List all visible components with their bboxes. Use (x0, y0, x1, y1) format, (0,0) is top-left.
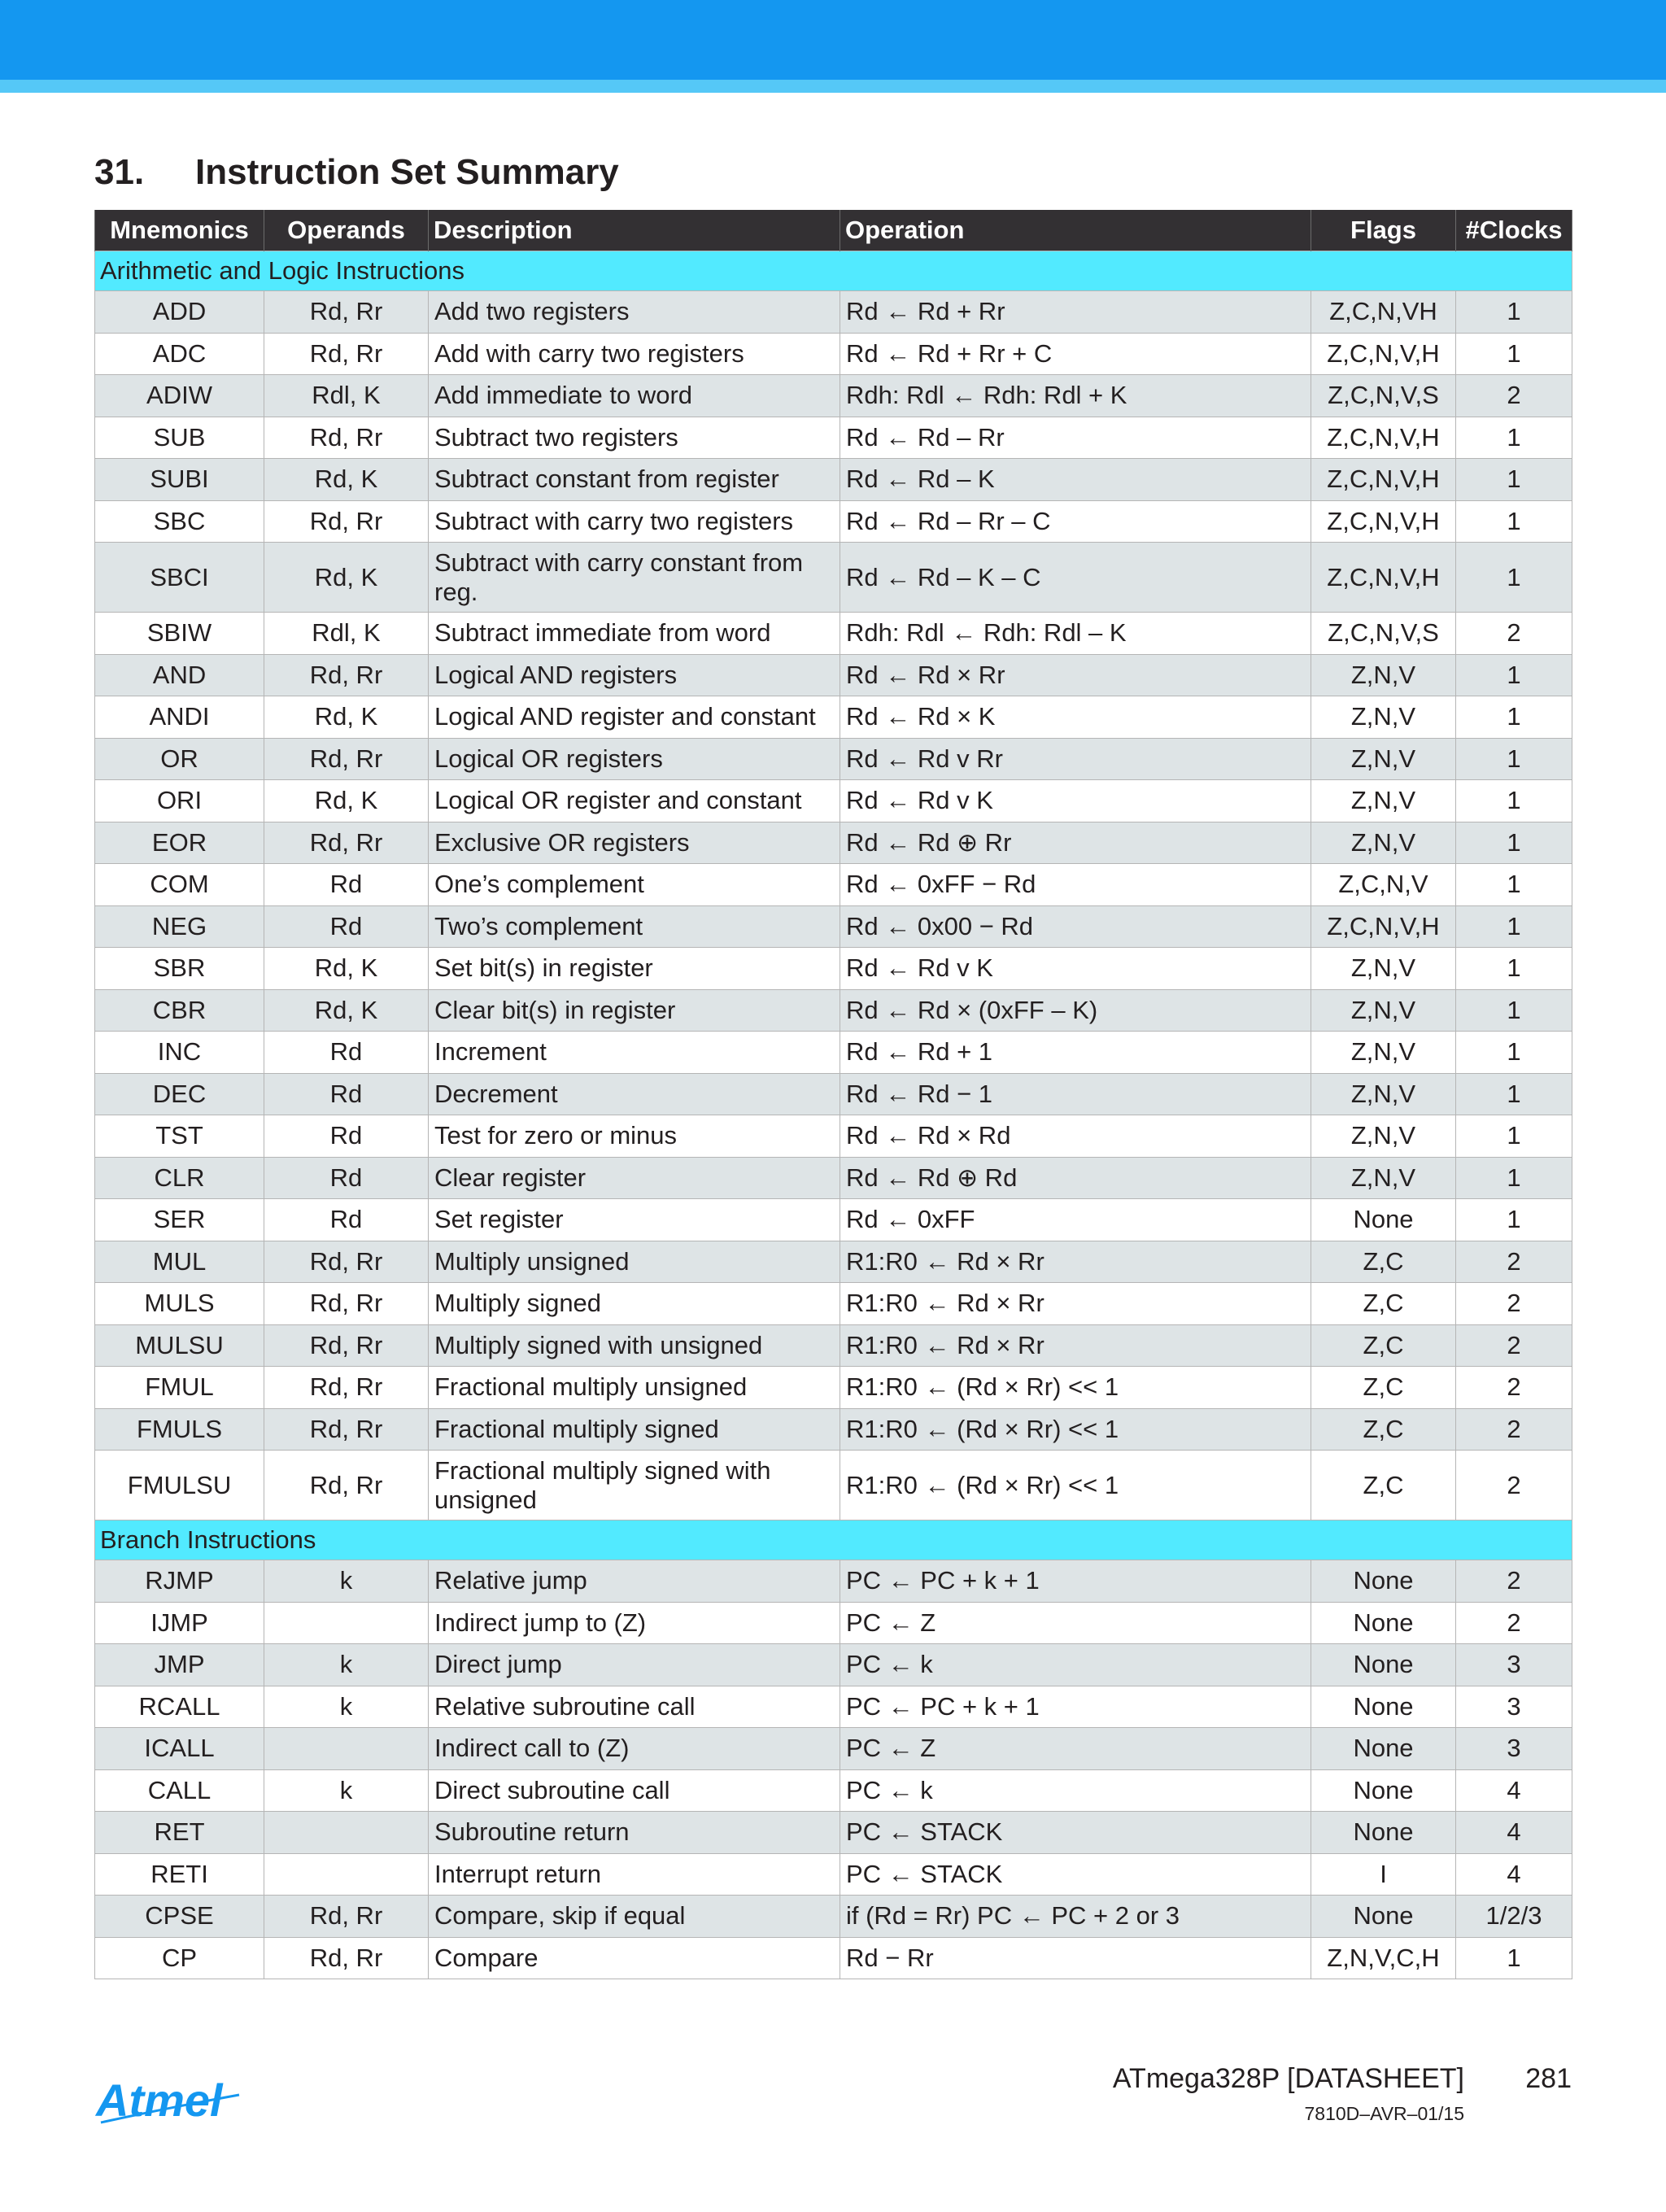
flags-cell: Z,C,N,V,H (1311, 333, 1456, 375)
section-row (95, 251, 1572, 291)
operands-cell: k (264, 1560, 429, 1603)
flags-cell: Z,N,V (1311, 1073, 1456, 1115)
clocks-cell: 1 (1456, 1157, 1572, 1199)
mnemonic-cell: SUBI (95, 459, 264, 501)
operands-cell: Rd, Rr (264, 1324, 429, 1367)
mnemonic-cell: COM (95, 864, 264, 906)
mnemonic-cell: IJMP (95, 1602, 264, 1644)
flags-cell: Z,C,N,V,S (1311, 375, 1456, 417)
operands-cell: Rd, Rr (264, 1451, 429, 1520)
flags-cell: Z,N,V (1311, 696, 1456, 739)
clocks-cell: 1 (1456, 459, 1572, 501)
flags-cell: Z,N,V (1311, 822, 1456, 864)
operands-cell: k (264, 1644, 429, 1686)
page-number: 281 (1525, 2063, 1572, 2094)
clocks-cell: 2 (1456, 1451, 1572, 1520)
operands-cell: k (264, 1686, 429, 1728)
column-header-clocks: #Clocks (1456, 210, 1572, 251)
operation-cell: R1:R0 ← Rd × Rr (840, 1283, 1311, 1325)
operation-cell: R1:R0 ← Rd × Rr (840, 1241, 1311, 1283)
table-row (95, 822, 1572, 864)
table-row (95, 1115, 1572, 1158)
table-body (95, 251, 1572, 1979)
flags-cell: None (1311, 1812, 1456, 1854)
description-cell: Direct jump (429, 1644, 840, 1686)
table-row (95, 1602, 1572, 1644)
clocks-cell: 1 (1456, 696, 1572, 739)
description-cell: Compare (429, 1937, 840, 1979)
table-row (95, 1199, 1572, 1241)
description-cell: Subtract immediate from word (429, 613, 840, 655)
table-row (95, 905, 1572, 948)
table-row (95, 613, 1572, 655)
mnemonic-cell: SBC (95, 500, 264, 543)
column-header-description: Description (429, 210, 840, 251)
flags-cell: Z,N,V (1311, 780, 1456, 822)
flags-cell: I (1311, 1853, 1456, 1896)
instruction-table (94, 210, 1572, 1979)
clocks-cell: 1 (1456, 1115, 1572, 1158)
mnemonic-cell: ORI (95, 780, 264, 822)
clocks-cell: 3 (1456, 1644, 1572, 1686)
flags-cell: Z,C,N,V,H (1311, 905, 1456, 948)
operands-cell: Rd, Rr (264, 291, 429, 334)
section-title-cell: Branch Instructions (95, 1520, 1572, 1560)
operands-cell: Rd (264, 1157, 429, 1199)
mnemonic-cell: MULSU (95, 1324, 264, 1367)
mnemonic-cell: TST (95, 1115, 264, 1158)
operands-cell (264, 1602, 429, 1644)
flags-cell: Z,C,N,V,H (1311, 500, 1456, 543)
table-row (95, 1853, 1572, 1896)
clocks-cell: 1 (1456, 291, 1572, 334)
clocks-cell: 1 (1456, 500, 1572, 543)
clocks-cell: 2 (1456, 1560, 1572, 1603)
description-cell: Relative subroutine call (429, 1686, 840, 1728)
clocks-cell: 2 (1456, 1241, 1572, 1283)
section-title: Instruction Set Summary (195, 152, 619, 192)
mnemonic-cell: ADC (95, 333, 264, 375)
operation-cell: Rd ← Rd – K – C (840, 543, 1311, 613)
mnemonic-cell: ANDI (95, 696, 264, 739)
operation-cell: Rd ← Rd – K (840, 459, 1311, 501)
table-row (95, 291, 1572, 334)
mnemonic-cell: RETI (95, 1853, 264, 1896)
flags-cell: Z,N,V (1311, 738, 1456, 780)
description-cell: Multiply signed (429, 1283, 840, 1325)
clocks-cell: 4 (1456, 1853, 1572, 1896)
flags-cell: Z,C,N,V,H (1311, 459, 1456, 501)
mnemonic-cell: JMP (95, 1644, 264, 1686)
operation-cell: R1:R0 ← Rd × Rr (840, 1324, 1311, 1367)
footer-title: ATmega328P [DATASHEET] (1112, 2063, 1464, 2094)
flags-cell: Z,N,V (1311, 1157, 1456, 1199)
description-cell: Exclusive OR registers (429, 822, 840, 864)
description-cell: Subtract two registers (429, 417, 840, 459)
flags-cell: None (1311, 1769, 1456, 1812)
table-row (95, 1560, 1572, 1603)
operation-cell: PC ← STACK (840, 1853, 1311, 1896)
clocks-cell: 1 (1456, 780, 1572, 822)
operation-cell: R1:R0 ← (Rd × Rr) << 1 (840, 1367, 1311, 1409)
column-header-operands: Operands (264, 210, 429, 251)
operation-cell: PC ← k (840, 1644, 1311, 1686)
mnemonic-cell: RCALL (95, 1686, 264, 1728)
clocks-cell: 1 (1456, 1073, 1572, 1115)
mnemonic-cell: CALL (95, 1769, 264, 1812)
mnemonic-cell: RJMP (95, 1560, 264, 1603)
table-row (95, 1728, 1572, 1770)
description-cell: Logical OR register and constant (429, 780, 840, 822)
operation-cell: PC ← STACK (840, 1812, 1311, 1854)
operation-cell: Rd ← Rd × Rr (840, 654, 1311, 696)
description-cell: Logical AND register and constant (429, 696, 840, 739)
flags-cell: None (1311, 1728, 1456, 1770)
operands-cell: Rd, Rr (264, 417, 429, 459)
operation-cell: Rdh: Rdl ← Rdh: Rdl + K (840, 375, 1311, 417)
flags-cell: Z,C (1311, 1408, 1456, 1451)
operation-cell: PC ← Z (840, 1728, 1311, 1770)
flags-cell: Z,C,N,V (1311, 864, 1456, 906)
operation-cell: Rd ← 0xFF (840, 1199, 1311, 1241)
operands-cell: Rd (264, 1115, 429, 1158)
clocks-cell: 2 (1456, 1324, 1572, 1367)
table-row (95, 1283, 1572, 1325)
operands-cell: Rd, Rr (264, 1408, 429, 1451)
mnemonic-cell: FMUL (95, 1367, 264, 1409)
operation-cell: Rd ← Rd v K (840, 948, 1311, 990)
description-cell: Clear bit(s) in register (429, 989, 840, 1032)
flags-cell: Z,C (1311, 1451, 1456, 1520)
operands-cell: Rd, Rr (264, 738, 429, 780)
document-number: 7810D–AVR–01/15 (1304, 2103, 1464, 2124)
operation-cell: PC ← PC + k + 1 (840, 1686, 1311, 1728)
table-row (95, 333, 1572, 375)
description-cell: Compare, skip if equal (429, 1896, 840, 1938)
table-row (95, 375, 1572, 417)
mnemonic-cell: NEG (95, 905, 264, 948)
section-heading (94, 148, 619, 197)
operation-cell: PC ← Z (840, 1602, 1311, 1644)
description-cell: Multiply signed with unsigned (429, 1324, 840, 1367)
description-cell: Subtract constant from register (429, 459, 840, 501)
operands-cell: Rd, Rr (264, 500, 429, 543)
table-row (95, 738, 1572, 780)
mnemonic-cell: CLR (95, 1157, 264, 1199)
description-cell: Add with carry two registers (429, 333, 840, 375)
table-row (95, 1686, 1572, 1728)
mnemonic-cell: ADD (95, 291, 264, 334)
flags-cell: Z,C,N,VH (1311, 291, 1456, 334)
clocks-cell: 2 (1456, 375, 1572, 417)
operands-cell: Rd, Rr (264, 1241, 429, 1283)
operands-cell: Rdl, K (264, 375, 429, 417)
description-cell: Set register (429, 1199, 840, 1241)
flags-cell: Z,N,V (1311, 654, 1456, 696)
description-cell: Indirect jump to (Z) (429, 1602, 840, 1644)
description-cell: Fractional multiply unsigned (429, 1367, 840, 1409)
operands-cell: Rd (264, 1199, 429, 1241)
description-cell: Relative jump (429, 1560, 840, 1603)
description-cell: One’s complement (429, 864, 840, 906)
operation-cell: PC ← PC + k + 1 (840, 1560, 1311, 1603)
column-header-operation: Operation (840, 210, 1311, 251)
clocks-cell: 2 (1456, 1602, 1572, 1644)
operands-cell (264, 1812, 429, 1854)
operands-cell: Rd (264, 1073, 429, 1115)
flags-cell: Z,C (1311, 1324, 1456, 1367)
clocks-cell: 1 (1456, 417, 1572, 459)
section-number: 31. (94, 152, 145, 192)
operands-cell: Rd, K (264, 989, 429, 1032)
table-row (95, 1408, 1572, 1451)
description-cell: Logical AND registers (429, 654, 840, 696)
operation-cell: Rd ← Rd + Rr (840, 291, 1311, 334)
table-row (95, 948, 1572, 990)
operation-cell: PC ← k (840, 1769, 1311, 1812)
flags-cell: Z,C,N,V,H (1311, 543, 1456, 613)
column-header-flags: Flags (1311, 210, 1456, 251)
description-cell: Clear register (429, 1157, 840, 1199)
operands-cell: Rd, Rr (264, 1937, 429, 1979)
table-row (95, 780, 1572, 822)
operation-cell: Rd ← Rd – Rr (840, 417, 1311, 459)
mnemonic-cell: SER (95, 1199, 264, 1241)
table-row (95, 1241, 1572, 1283)
operation-cell: Rd ← Rd × K (840, 696, 1311, 739)
operation-cell: R1:R0 ← (Rd × Rr) << 1 (840, 1408, 1311, 1451)
table-row (95, 1073, 1572, 1115)
operands-cell: Rd, Rr (264, 822, 429, 864)
flags-cell: None (1311, 1560, 1456, 1603)
flags-cell: Z,C (1311, 1241, 1456, 1283)
operation-cell: Rd ← Rd – Rr – C (840, 500, 1311, 543)
table-row (95, 989, 1572, 1032)
clocks-cell: 2 (1456, 1408, 1572, 1451)
table-row (95, 1812, 1572, 1854)
operands-cell: Rd (264, 905, 429, 948)
description-cell: Logical OR registers (429, 738, 840, 780)
clocks-cell: 3 (1456, 1728, 1572, 1770)
clocks-cell: 1 (1456, 822, 1572, 864)
operands-cell: Rd, K (264, 948, 429, 990)
mnemonic-cell: RET (95, 1812, 264, 1854)
clocks-cell: 1 (1456, 654, 1572, 696)
operands-cell: Rd (264, 1032, 429, 1074)
table-row (95, 1367, 1572, 1409)
operation-cell: Rd ← Rd × Rd (840, 1115, 1311, 1158)
mnemonic-cell: EOR (95, 822, 264, 864)
clocks-cell: 1 (1456, 948, 1572, 990)
mnemonic-cell: SBCI (95, 543, 264, 613)
operands-cell: Rd, K (264, 459, 429, 501)
flags-cell: Z,N,V (1311, 948, 1456, 990)
flags-cell: None (1311, 1199, 1456, 1241)
operation-cell: Rd − Rr (840, 1937, 1311, 1979)
description-cell: Multiply unsigned (429, 1241, 840, 1283)
description-cell: Fractional multiply signed with unsigned (429, 1451, 840, 1520)
description-cell: Subroutine return (429, 1812, 840, 1854)
mnemonic-cell: MULS (95, 1283, 264, 1325)
operation-cell: Rd ← Rd ⊕ Rr (840, 822, 1311, 864)
operation-cell: Rd ← 0x00 − Rd (840, 905, 1311, 948)
description-cell: Add immediate to word (429, 375, 840, 417)
operands-cell: Rd, Rr (264, 1283, 429, 1325)
clocks-cell: 2 (1456, 1367, 1572, 1409)
operands-cell (264, 1728, 429, 1770)
clocks-cell: 4 (1456, 1812, 1572, 1854)
clocks-cell: 1 (1456, 905, 1572, 948)
flags-cell: Z,C,N,V,H (1311, 417, 1456, 459)
flags-cell: None (1311, 1644, 1456, 1686)
mnemonic-cell: MUL (95, 1241, 264, 1283)
operands-cell: Rd, Rr (264, 1367, 429, 1409)
operation-cell: R1:R0 ← (Rd × Rr) << 1 (840, 1451, 1311, 1520)
mnemonic-cell: FMULSU (95, 1451, 264, 1520)
section-row (95, 1520, 1572, 1560)
operation-cell: Rd ← Rd + 1 (840, 1032, 1311, 1074)
table-row (95, 1769, 1572, 1812)
clocks-cell: 1/2/3 (1456, 1896, 1572, 1938)
flags-cell: Z,N,V (1311, 1115, 1456, 1158)
clocks-cell: 1 (1456, 1199, 1572, 1241)
clocks-cell: 1 (1456, 738, 1572, 780)
clocks-cell: 1 (1456, 333, 1572, 375)
header-stripe (0, 80, 1666, 93)
table-row (95, 500, 1572, 543)
description-cell: Interrupt return (429, 1853, 840, 1896)
description-cell: Set bit(s) in register (429, 948, 840, 990)
operation-cell: Rd ← Rd + Rr + C (840, 333, 1311, 375)
mnemonic-cell: INC (95, 1032, 264, 1074)
operation-cell: Rdh: Rdl ← Rdh: Rdl – K (840, 613, 1311, 655)
column-header-mnemonics: Mnemonics (95, 210, 264, 251)
mnemonic-cell: SBIW (95, 613, 264, 655)
header-band (0, 0, 1666, 80)
operands-cell: Rd, Rr (264, 654, 429, 696)
mnemonic-cell: AND (95, 654, 264, 696)
description-cell: Two’s complement (429, 905, 840, 948)
operands-cell: Rd, K (264, 543, 429, 613)
mnemonic-cell: CP (95, 1937, 264, 1979)
operation-cell: Rd ← Rd ⊕ Rd (840, 1157, 1311, 1199)
clocks-cell: 1 (1456, 1032, 1572, 1074)
table-row (95, 696, 1572, 739)
clocks-cell: 1 (1456, 543, 1572, 613)
clocks-cell: 3 (1456, 1686, 1572, 1728)
flags-cell: None (1311, 1602, 1456, 1644)
table-row (95, 864, 1572, 906)
clocks-cell: 1 (1456, 864, 1572, 906)
section-title-cell: Arithmetic and Logic Instructions (95, 251, 1572, 291)
mnemonic-cell: FMULS (95, 1408, 264, 1451)
mnemonic-cell: SUB (95, 417, 264, 459)
description-cell: Direct subroutine call (429, 1769, 840, 1812)
operation-cell: Rd ← Rd v Rr (840, 738, 1311, 780)
mnemonic-cell: OR (95, 738, 264, 780)
table-row (95, 1896, 1572, 1938)
description-cell: Indirect call to (Z) (429, 1728, 840, 1770)
description-cell: Test for zero or minus (429, 1115, 840, 1158)
mnemonic-cell: SBR (95, 948, 264, 990)
flags-cell: Z,N,V (1311, 1032, 1456, 1074)
clocks-cell: 2 (1456, 1283, 1572, 1325)
table-row (95, 543, 1572, 613)
operands-cell: Rd (264, 864, 429, 906)
clocks-cell: 1 (1456, 1937, 1572, 1979)
flags-cell: Z,C (1311, 1283, 1456, 1325)
description-cell: Subtract with carry two registers (429, 500, 840, 543)
mnemonic-cell: ADIW (95, 375, 264, 417)
table-row (95, 654, 1572, 696)
flags-cell: None (1311, 1686, 1456, 1728)
operands-cell: k (264, 1769, 429, 1812)
operands-cell: Rd, K (264, 780, 429, 822)
flags-cell: None (1311, 1896, 1456, 1938)
mnemonic-cell: DEC (95, 1073, 264, 1115)
operation-cell: Rd ← Rd − 1 (840, 1073, 1311, 1115)
table-row (95, 1324, 1572, 1367)
operands-cell: Rdl, K (264, 613, 429, 655)
operation-cell: Rd ← 0xFF − Rd (840, 864, 1311, 906)
clocks-cell: 2 (1456, 613, 1572, 655)
table-row (95, 1451, 1572, 1520)
atmel-logo (94, 2070, 241, 2129)
table-row (95, 1157, 1572, 1199)
flags-cell: Z,N,V,C,H (1311, 1937, 1456, 1979)
table-header (95, 210, 1572, 251)
operation-cell: Rd ← Rd × (0xFF – K) (840, 989, 1311, 1032)
flags-cell: Z,N,V (1311, 989, 1456, 1032)
table-row (95, 1937, 1572, 1979)
operands-cell: Rd, Rr (264, 333, 429, 375)
mnemonic-cell: CPSE (95, 1896, 264, 1938)
operands-cell: Rd, K (264, 696, 429, 739)
flags-cell: Z,C,N,V,S (1311, 613, 1456, 655)
clocks-cell: 1 (1456, 989, 1572, 1032)
operation-cell: if (Rd = Rr) PC ← PC + 2 or 3 (840, 1896, 1311, 1938)
table-row (95, 1032, 1572, 1074)
description-cell: Increment (429, 1032, 840, 1074)
operation-cell: Rd ← Rd v K (840, 780, 1311, 822)
table-row (95, 417, 1572, 459)
operands-cell (264, 1853, 429, 1896)
mnemonic-cell: CBR (95, 989, 264, 1032)
description-cell: Subtract with carry constant from reg. (429, 543, 840, 613)
table-row (95, 1644, 1572, 1686)
table-row (95, 459, 1572, 501)
atmel-logo-text: Atmel (96, 2075, 223, 2126)
operands-cell: Rd, Rr (264, 1896, 429, 1938)
flags-cell: Z,C (1311, 1367, 1456, 1409)
description-cell: Decrement (429, 1073, 840, 1115)
clocks-cell: 4 (1456, 1769, 1572, 1812)
mnemonic-cell: ICALL (95, 1728, 264, 1770)
description-cell: Fractional multiply signed (429, 1408, 840, 1451)
description-cell: Add two registers (429, 291, 840, 334)
